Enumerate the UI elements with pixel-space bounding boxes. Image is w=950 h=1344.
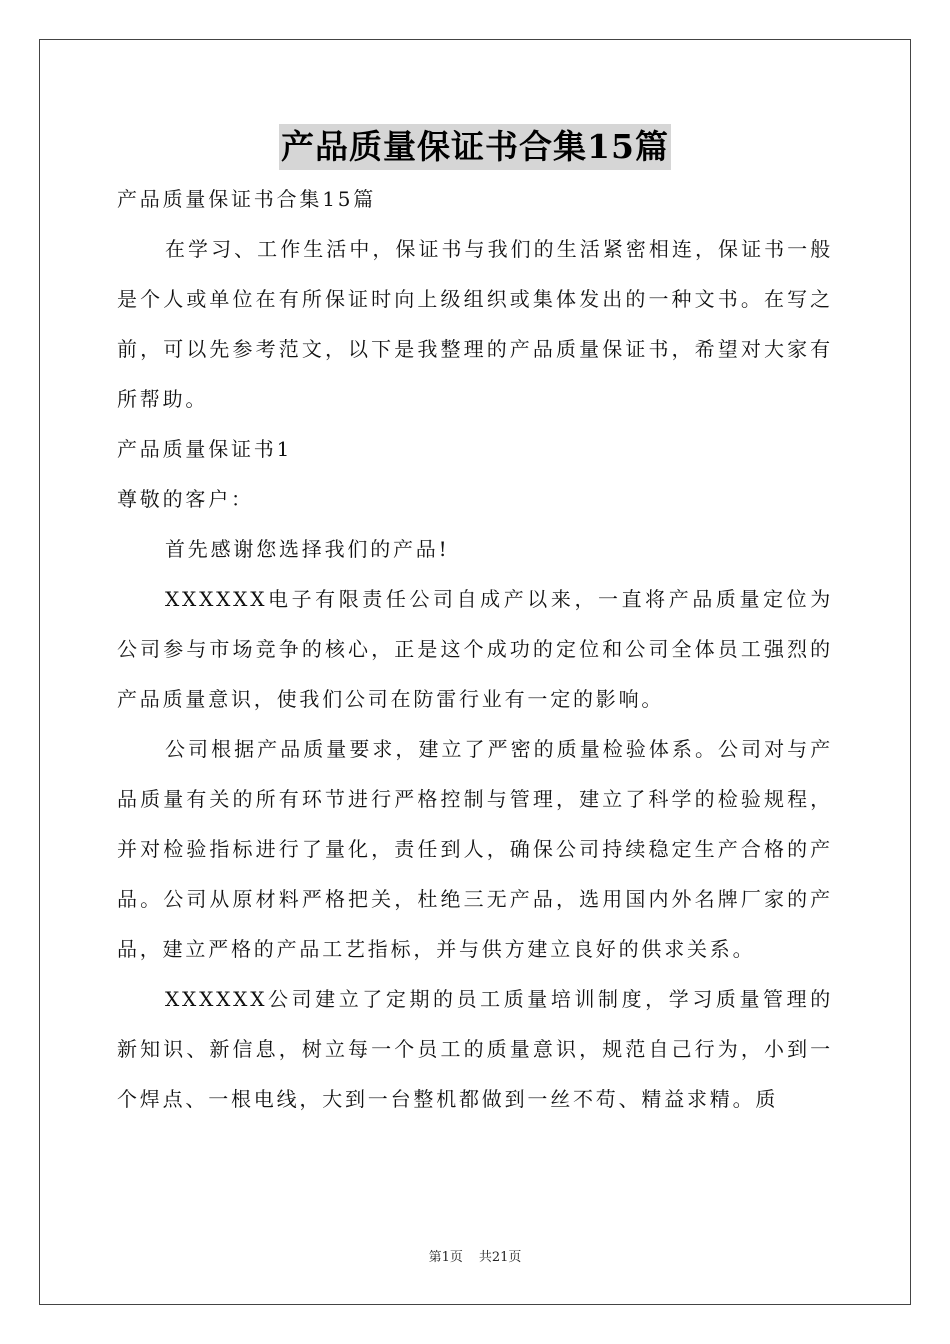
page-number: 第1页 xyxy=(428,1250,463,1265)
paragraph: 首先感谢您选择我们的产品! xyxy=(165,537,450,561)
paragraph: XXXXXX公司建立了定期的员工质量培训制度，学习质量管理的新知识、新信息，树立每一个员工的质量意识，规范自己行为，小到一个焊点、一根电线，大到一台整机都做到一丝不苟、精益求精。质 xyxy=(117,987,833,1111)
document-body xyxy=(117,174,833,1124)
total-pages: 共21页 xyxy=(478,1250,522,1265)
title-container xyxy=(0,124,950,170)
salutation: 尊敬的客户： xyxy=(117,487,254,511)
paragraph: 在学习、工作生活中，保证书与我们的生活紧密相连，保证书一般是个人或单位在有所保证时向上级组织或集体发出的一种文书。在写之前，可以先参考范文，以下是我整理的产品质量保证书，希望对大家有所帮助。 xyxy=(117,237,833,411)
paragraph: 产品质量保证书合集15篇 xyxy=(117,187,377,211)
document-title: 产品质量保证书合集15篇 xyxy=(279,124,671,170)
page-footer xyxy=(0,1249,950,1267)
section-heading: 产品质量保证书1 xyxy=(117,437,293,461)
paragraph: XXXXXX电子有限责任公司自成产以来，一直将产品质量定位为公司参与市场竞争的核心，正是这个成功的定位和公司全体员工强烈的产品质量意识，使我们公司在防雷行业有一定的影响。 xyxy=(117,587,833,711)
paragraph: 公司根据产品质量要求，建立了严密的质量检验体系。公司对与产品质量有关的所有环节进行严格控制与管理，建立了科学的检验规程，并对检验指标进行了量化，责任到人，确保公司持续稳定生产合格的产品。公司从原材料严格把关，杜绝三无产品，选用国内外名牌厂家的产品，建立严格的产品工艺指标，并与供方建立良好的供求关系。 xyxy=(117,737,833,961)
